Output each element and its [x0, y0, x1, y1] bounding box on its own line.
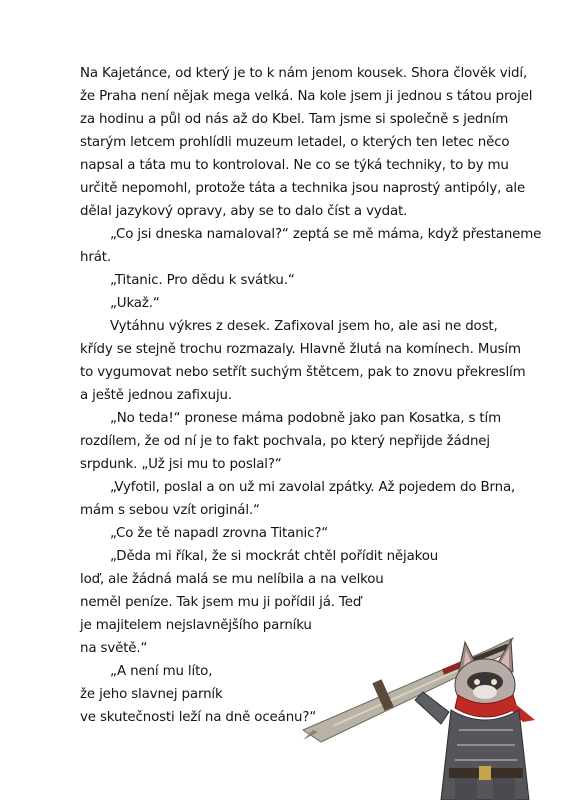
text-line: a ještě jednou zafixuju.	[80, 388, 232, 403]
text-line: ve skutečnosti leží na dně oceánu?“	[80, 710, 317, 725]
text-line: „Co jsi dneska namaloval?“ zeptá se mě máma, když přestaneme	[110, 227, 542, 242]
text-line: to vygumovat nebo setřít suchým štětcem, pak to znovu překreslím	[80, 365, 526, 380]
text-line: „A není mu líto,	[110, 664, 213, 679]
text-line: je majitelem nejslavnějšího parníku	[80, 618, 312, 633]
text-line: mám s sebou vzít originál.“	[80, 503, 260, 518]
text-line: neměl peníze. Tak jsem mu ji pořídil já. Teď	[80, 595, 362, 610]
text-line: „Titanic. Pro dědu k svátku.“	[110, 273, 295, 288]
text-line: srpdunk. „Už jsi mu to poslal?“	[80, 457, 282, 472]
text-line: rozdílem, že od ní je to fakt pochvala, po který nepřijde žádnej	[80, 434, 490, 449]
text-line: „Co že tě napadl zrovna Titanic?“	[110, 526, 329, 541]
text-line: že Praha není nějak mega velká. Na kole jsem ji jednou s tátou projel	[80, 89, 533, 104]
cat-warrior-illustration	[273, 580, 573, 800]
text-line: napsal a táta mu to kontroloval. Ne co se týká techniky, to by mu	[80, 158, 509, 173]
text-line: že jeho slavnej parník	[80, 687, 223, 702]
text-line: starým letcem prohlídli muzeum letadel, o kterých ten letec něco	[80, 135, 510, 150]
text-line: „No teda!“ pronese máma podobně jako pan Kosatka, s tím	[110, 411, 501, 426]
text-line: určitě nepomohl, protože táta a technika jsou naprostý antipóly, ale	[80, 181, 526, 196]
text-line: hrát.	[80, 250, 111, 265]
text-line: loď, ale žádná malá se mu nelíbila a na velkou	[80, 572, 384, 587]
text-line: dělal jazykový opravy, aby se to dalo číst a vydat.	[80, 204, 408, 219]
text-line: „Děda mi říkal, že si mockrát chtěl pořídit nějakou	[110, 549, 439, 564]
text-line: „Vyfotil, poslal a on už mi zavolal zpátky. Až pojedem do Brna,	[110, 480, 516, 495]
text-line: „Ukaž.“	[110, 296, 160, 311]
text-line: na světě.“	[80, 641, 148, 656]
text-line: křídy se stejně trochu rozmazaly. Hlavně žlutá na komínech. Musím	[80, 342, 521, 357]
text-line: za hodinu a půl od nás až do Kbel. Tam jsme si společně s jedním	[80, 112, 509, 127]
text-line: Na Kajetánce, od který je to k nám jenom kousek. Shora člověk vidí,	[80, 66, 528, 81]
text-line: Vytáhnu výkres z desek. Zafixoval jsem ho, ale asi ne dost,	[110, 319, 498, 334]
